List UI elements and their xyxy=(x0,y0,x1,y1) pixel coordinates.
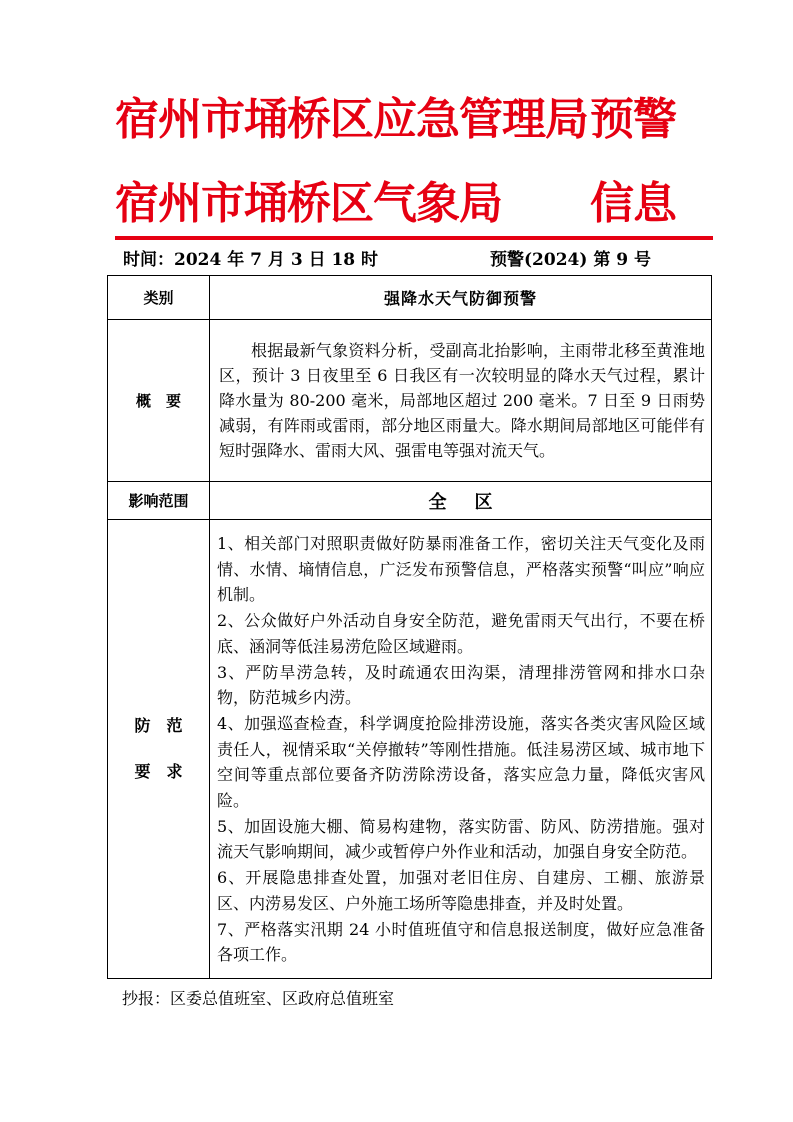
cc-recipients: 抄报：区委总值班室、区政府总值班室 xyxy=(122,989,395,1008)
scope-value: 全区 xyxy=(210,482,712,520)
warning-number: 预警(2024) 第 9 号 xyxy=(490,250,651,270)
row-requirements xyxy=(108,520,712,979)
requirements-label xyxy=(108,520,210,979)
summary-label: 概 要 xyxy=(108,320,210,482)
issue-time: 时间：2024 年 7 月 3 日 18 时 xyxy=(123,250,379,270)
row-scope xyxy=(108,482,712,520)
requirement-item: 5、加固设施大棚、简易构建物，落实防雷、防风、防涝措施。强对流天气影响期间，减少或暂停户外作业和活动，加强自身安全防范。 xyxy=(217,816,705,862)
requirements-label-line-2: 要 求 xyxy=(134,762,183,781)
summary-cell xyxy=(210,320,712,482)
requirement-item: 1、相关部门对照职责做好防暴雨准备工作，密切关注天气变化及雨情、水情、墒情信息，广泛发布预警信息，严格落实预警“叫应”响应机制。 xyxy=(217,534,705,605)
requirement-item: 4、加强巡查检查，科学调度抢险排涝设施，落实各类灾害风险区域责任人，视情采取“关停撤转”等刚性措施。低洼易涝区域、城市地下空间等重点部位要备齐防涝除涝设备，落实应急力量，降低灾害风险。 xyxy=(217,713,705,811)
header-tag-info: 信息 xyxy=(590,178,676,229)
requirement-item: 2、公众做好户外活动自身安全防范，避免雷雨天气出行，不要在桥底、涵洞等低洼易涝危险区域避雨。 xyxy=(217,611,705,656)
header-line-1 xyxy=(115,92,676,148)
scope-label: 影响范围 xyxy=(108,482,210,520)
category-label: 类别 xyxy=(108,276,210,320)
requirements-cell xyxy=(210,520,712,979)
summary-text: 根据最新气象资料分析，受副高北抬影响，主雨带北移至黄淮地区，预计 3 日夜里至 6 日我区有一次较明显的降水天气过程，累计降水量为 80-200 毫米，局部地区超过 200 毫米。7 日至 9 日雨势减弱，有阵雨或雷雨，部分地区雨量大。降水期间局部地区可能伴有短时强降水、雷雨大风、强雷电等强对流天气。 xyxy=(219,340,705,460)
warning-table xyxy=(107,275,712,979)
category-value: 强降水天气防御预警 xyxy=(210,276,712,320)
header-org-emergency: 宿州市埇桥区应急管理局 xyxy=(115,94,588,145)
row-summary xyxy=(108,320,712,482)
header-tag-warning: 预警 xyxy=(590,94,676,145)
header-org-weather: 宿州市埇桥区气象局 xyxy=(115,178,502,229)
header-red-rule xyxy=(115,236,713,240)
row-category xyxy=(108,276,712,320)
requirement-item: 7、严格落实汛期 24 小时值班值守和信息报送制度，做好应急准备各项工作。 xyxy=(217,919,705,965)
header-line-2 xyxy=(115,176,676,232)
requirements-label-line-1: 防 范 xyxy=(134,716,183,735)
requirement-item: 6、开展隐患排查处置，加强对老旧住房、自建房、工棚、旅游景区、内涝易发区、户外施工场所等隐患排查，并及时处置。 xyxy=(217,868,705,913)
requirement-item: 3、严防旱涝急转，及时疏通农田沟渠，清理排涝管网和排水口杂物，防范城乡内涝。 xyxy=(217,662,705,708)
